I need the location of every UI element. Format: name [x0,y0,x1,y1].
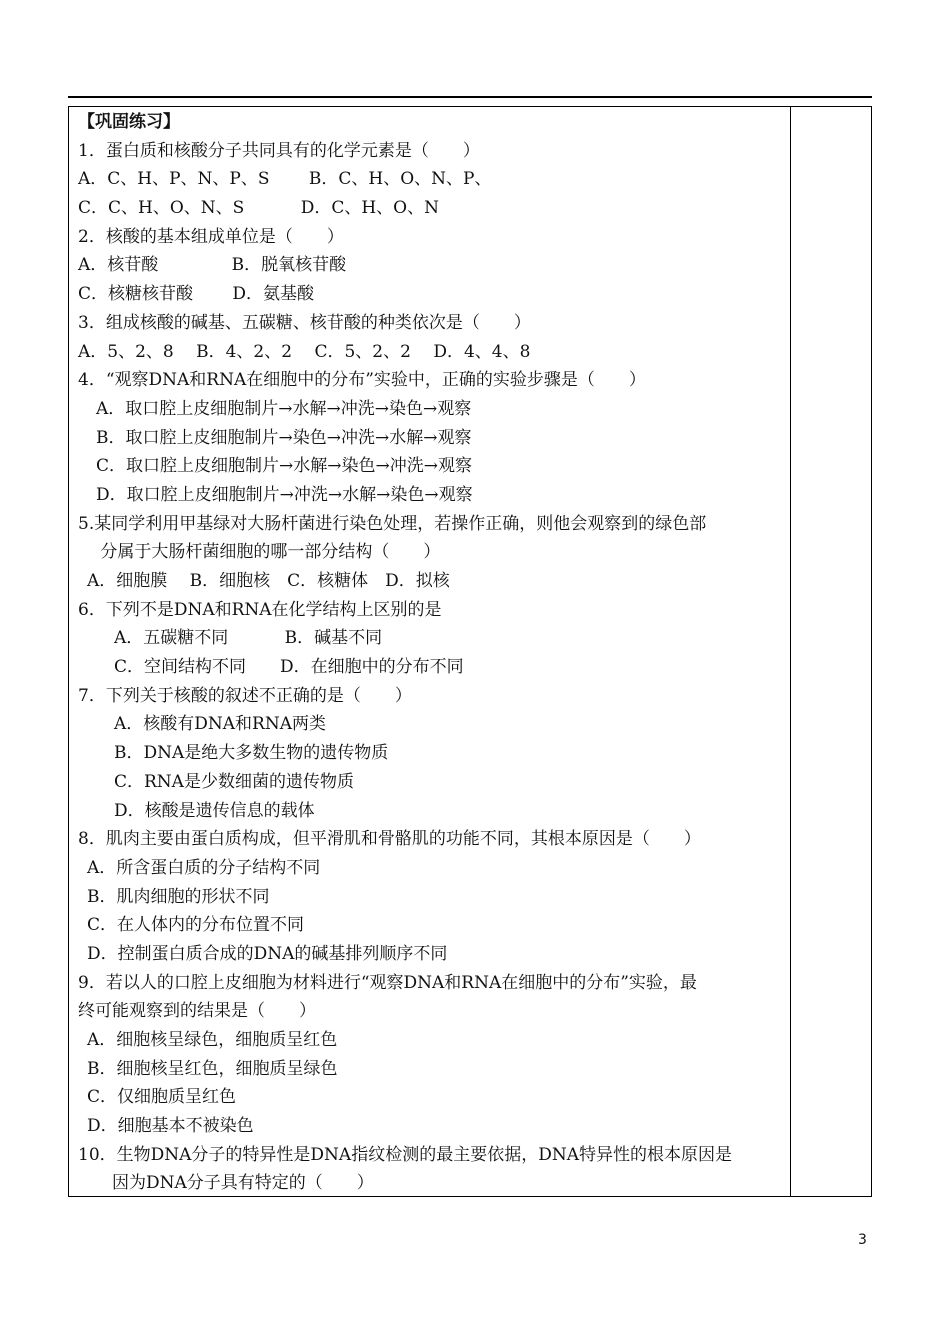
question-stem: 7．下列关于核酸的叙述不正确的是（ ） [78,685,412,706]
question-stem: 4．“观察DNA和RNA在细胞中的分布”实验中，正确的实验步骤是（ ） [78,370,646,391]
question-stem: 1．蛋白质和核酸分子共同具有的化学元素是（ ） [78,140,480,161]
answer-option: A．所含蛋白质的分子结构不同 [87,857,321,878]
answer-option: A．细胞核呈绿色，细胞质呈红色 [87,1030,338,1050]
answer-option: C．空间结构不同 D．在细胞中的分布不同 [114,657,464,678]
answer-option: A．核酸有DNA和RNA两类 [114,714,327,735]
answer-option: A．核苷酸 B．脱氧核苷酸 [78,255,347,276]
question-stem: 8．肌肉主要由蛋白质构成，但平滑肌和骨骼肌的功能不同，其根本原因是（ ） [78,829,701,850]
exercise-content [78,108,788,1198]
answer-option: D．细胞基本不被染色 [87,1116,254,1137]
answer-option: A．C、H、P、N、P、S B．C、H、O、N、P、 [78,169,492,190]
answer-option: D．核酸是遗传信息的载体 [114,800,315,821]
section-title: 【巩固练习】 [78,112,180,132]
question-stem: 10．生物DNA分子的特异性是DNA指纹检测的最主要依据，DNA特异性的根本原因是 [78,1144,732,1165]
answer-option: C．核糖核苷酸 D．氨基酸 [78,284,315,305]
question-stem: 6．下列不是DNA和RNA在化学结构上区别的是 [78,599,442,620]
answer-option: A．细胞膜 B．细胞核 C．核糖体 D．拟核 [87,571,450,591]
answer-option: C．RNA是少数细菌的遗传物质 [114,771,354,792]
answer-option: C．在人体内的分布位置不同 [87,915,305,936]
question-stem: 3．组成核酸的碱基、五碳糖、核苷酸的种类依次是（ ） [78,312,531,333]
answer-option: B．肌肉细胞的形状不同 [87,886,270,907]
answer-option: A．五碳糖不同 B．碱基不同 [114,628,383,649]
answer-option: C．C、H、O、N、S D．C、H、O、N [78,198,439,219]
page-number: 3 [858,1232,867,1248]
answer-option: A．5、2、8 B．4、2、2 C．5、2、2 D．4、4、8 [78,341,531,362]
question-stem: 2．核酸的基本组成单位是（ ） [78,226,344,247]
answer-option: A．取口腔上皮细胞制片→水解→冲洗→染色→观察 [96,398,472,419]
table-column-divider [790,106,791,1197]
answer-option: D．控制蛋白质合成的DNA的碱基排列顺序不同 [87,943,448,964]
question-stem: 9．若以人的口腔上皮细胞为材料进行“观察DNA和RNA在细胞中的分布”实验，最 [78,972,697,993]
header-rule [68,96,872,98]
question-stem: 分属于大肠杆菌细胞的哪一部分结构（ ） [78,542,441,563]
answer-option: B．细胞核呈红色，细胞质呈绿色 [87,1058,338,1079]
question-stem: 因为DNA分子具有特定的（ ） [78,1173,374,1194]
answer-option: C．仅细胞质呈红色 [87,1087,237,1108]
answer-option: C．取口腔上皮细胞制片→水解→染色→冲洗→观察 [96,456,472,477]
question-stem: 终可能观察到的结果是（ ） [78,1001,316,1022]
answer-option: D．取口腔上皮细胞制片→冲洗→水解→染色→观察 [96,484,473,505]
answer-option: B．取口腔上皮细胞制片→染色→冲洗→水解→观察 [96,427,472,448]
question-stem: 5.某同学利用甲基绿对大肠杆菌进行染色处理，若操作正确，则他会观察到的绿色部 [78,513,707,534]
answer-option: B．DNA是绝大多数生物的遗传物质 [114,743,389,764]
